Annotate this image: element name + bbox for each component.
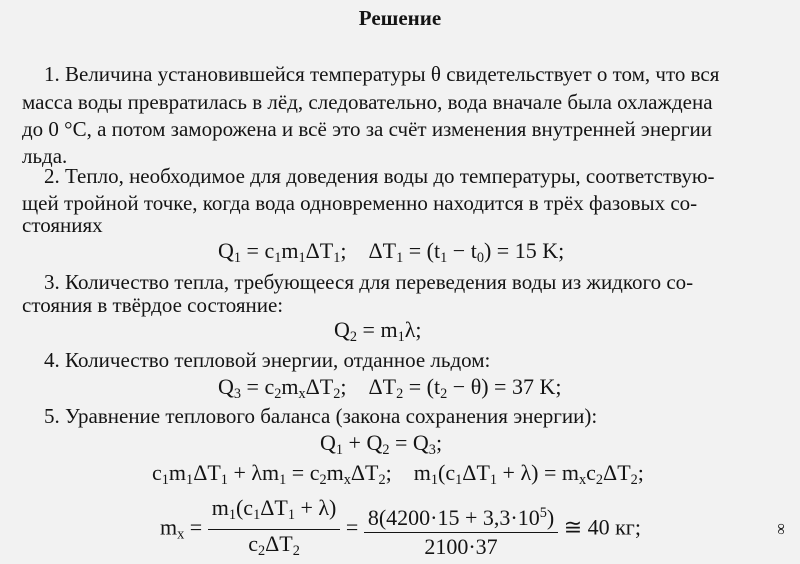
text-line: до 0 °С, а потом заморожена и всё это за счёт изменения внутренней энергии — [22, 117, 712, 141]
text-line: льда. — [22, 144, 68, 168]
equation-q3: $Q_3 = c_2m_x\Delta T_2$; $\Delta T_2 = (t_2 - \theta) = 37$ K; — [218, 374, 562, 402]
fraction-symbolic: $\frac{m_1(c_1\Delta T_1 + \lambda)}{c_2\Delta T_2}$ — [208, 495, 341, 564]
section-heading: Решение — [358, 6, 442, 30]
page-marker: ∞ — [772, 523, 790, 535]
text-line: стояниях — [22, 213, 103, 237]
text-line: 2. Тепло, необходимое для доведения воды до температуры, соответствую- — [44, 164, 715, 188]
fraction-numeric: $\frac{8(4200\cdot 15 + 3,3\cdot 10^5)}{2100\cdot 37}$ — [364, 500, 558, 560]
text-line: щей тройной точке, когда вода одновременно находится в трёх фазовых со- — [22, 191, 698, 215]
eq8-numerator: 8(4200·15 + 3,3·10 — [367, 504, 540, 530]
text-line: масса воды превратилась в лёд, следовательно, вода вначале была охлаждена — [22, 90, 713, 114]
equation-mx: $m_x$ = $\frac{m_1(c_1\Delta T_1 + \lambda)}{c_2\Delta T_2}$ = $\frac{8(4200\cdot 15 + 3,3\cdot 10^5)}{2100\cdot 37}$ ≅ 40 кг; — [160, 495, 641, 564]
equation-q2: $Q_2 = m_1\lambda$; — [334, 317, 422, 345]
eq8-result: ≅ 40 кг; — [563, 514, 641, 540]
equation-balance: $Q_1 + Q_2 = Q_3$; — [320, 430, 443, 458]
eq8-denominator: 2100·37 — [424, 533, 498, 559]
equation-expanded: $c_1m_1\Delta T_1 + \lambda m_1 = c_2m_x\Delta T_2$; $m_1(c_1\Delta T_1 + \lambda) = m_xc_2\Delta T_2$; — [152, 460, 644, 488]
eq1-result: 15 K; — [514, 238, 565, 263]
eq8-exponent: 5 — [539, 504, 547, 521]
text-line: 3. Количество тепла, требующееся для переведения воды из жидкого со- — [44, 270, 694, 294]
text-line: стояния в твёрдое состояние: — [22, 293, 284, 317]
text-line: 1. Величина установившейся температуры θ свидетельствует о том, что вся — [44, 62, 720, 86]
text-line: 5. Уравнение теплового баланса (закона сохранения энергии): — [44, 404, 598, 428]
eq4-result: 37 K; — [511, 374, 562, 399]
equation-q1: $Q_1 = c_1m_1\Delta T_1$; $\Delta T_1 = (t_1 - t_0) = 15$ K; — [218, 238, 565, 266]
text-line: 4. Количество тепловой энергии, отданное льдом: — [44, 348, 491, 372]
